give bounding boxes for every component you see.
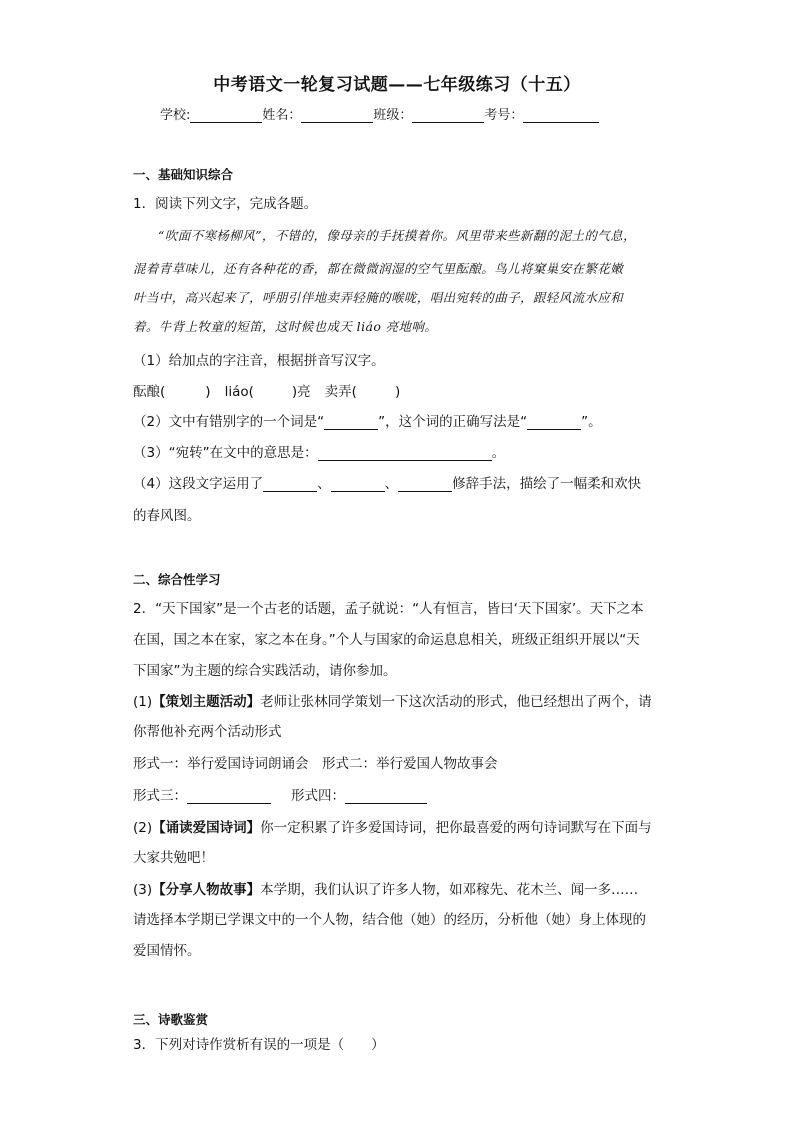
- item-a-label: 酝酿(: [133, 384, 166, 400]
- class-label: 班级：: [373, 108, 413, 123]
- q1-sub3: [133, 441, 505, 461]
- section2-heading: 二、综合性学习: [133, 572, 221, 587]
- q1-sub4-blank3[interactable]: [398, 476, 452, 492]
- section1-heading: 一、基础知识综合: [133, 167, 234, 182]
- passage-line-3: 叶当中，高兴起来了，呼朋引伴地卖弄轻腌的喉咙，唱出宛转的曲子，跟轻风流水应和: [133, 290, 624, 305]
- q2-part1-title: 【策划主题活动】: [152, 694, 261, 710]
- q1-sub4-cont: 的春风图。: [133, 508, 201, 524]
- passage-line-4: 着。牛背上牧童的短笛，这时候也成天 liáo 亮地响。: [133, 319, 438, 334]
- class-blank[interactable]: [412, 108, 484, 123]
- q2-line-1: 2．“天下国家”是一个古老的话题，孟子就说：“人有恒言，皆曰‘天下国家’。天下之本: [133, 601, 644, 617]
- item-b-close: )亮: [291, 384, 311, 400]
- q1-sub4-sep1: 、: [317, 476, 331, 492]
- q1-sub2-part3: ”。: [581, 414, 602, 430]
- item-b-label: liáo(: [224, 384, 254, 400]
- q2-part3-number: (3): [133, 882, 153, 898]
- q2-part3-text: 本学期，我们认识了许多人物，如邓稼先、花木兰、闻一多……: [260, 882, 639, 898]
- passage-line-1: “吹面不寒杨柳风”，不错的，像母亲的手抚摸着你。风里带来些新翻的泥土的气息，: [158, 228, 636, 243]
- number-blank[interactable]: [523, 108, 599, 123]
- q2-part3-title: 【分享人物故事】: [152, 882, 261, 898]
- q2-part2-line2: 大家共勉吧！: [133, 850, 214, 866]
- form3-blank[interactable]: [187, 788, 271, 804]
- q2-forms-1-2: 形式一：举行爱国诗词朗诵会 形式二：举行爱国人物故事会: [133, 756, 498, 772]
- q1-sub1-row: [133, 380, 400, 400]
- q2-part1-number: (1): [133, 694, 153, 710]
- q1-sub4-part2: 修辞手法，描绘了一幅柔和欢快: [452, 476, 642, 492]
- q1-sub4-blank2[interactable]: [331, 476, 385, 492]
- form3-label: 形式三：: [133, 788, 187, 804]
- q1-sub4-blank1[interactable]: [263, 476, 317, 492]
- q3-stem: 3．下列对诗作赏析有误的一项是（ ）: [133, 1037, 385, 1053]
- q1-sub4: [133, 472, 641, 492]
- q1-sub2-part1: （2）文中有错别字的一个词是“: [133, 414, 325, 430]
- item-c-close: ): [394, 384, 401, 400]
- q1-sub3-part1: （3）“宛转”在文中的意思是：: [133, 445, 318, 461]
- q1-stem: 1．阅读下列文字，完成各题。: [133, 196, 318, 212]
- page-title: 中考语文一轮复习试题——七年级练习（十五）: [213, 75, 581, 95]
- q2-line-3: 下国家”为主题的综合实践活动，请你参加。: [133, 663, 397, 679]
- q1-sub4-sep2: 、: [384, 476, 399, 492]
- q2-part1-line1: [133, 690, 652, 710]
- q2-part3-line2: 请选择本学期已学课文中的一个人物，结合他（她）的经历，分析他（她）身上体现的: [133, 912, 646, 928]
- q2-part3-line1: [133, 878, 638, 898]
- form4-label: 形式四：: [291, 788, 345, 804]
- q1-sub1: （1）给加点的字注音，根据拼音写汉字。: [133, 353, 385, 369]
- q1-sub3-part2: 。: [491, 445, 506, 461]
- q2-part2-title: 【诵读爱国诗词】: [152, 820, 261, 836]
- q1-sub4-part1: （4）这段文字运用了: [133, 476, 264, 492]
- q1-sub2-blank1[interactable]: [324, 414, 378, 430]
- name-blank[interactable]: [301, 108, 373, 123]
- passage-line-2: 混着青草味儿，还有各种花的香，都在微微润湿的空气里酝酿。鸟儿将窠巢安在繁花嫩: [133, 261, 624, 276]
- q2-part2-text: 你一定积累了许多爱国诗词，把你最喜爱的两句诗词默写在下面与: [260, 820, 652, 836]
- q2-part1-text: 老师让张林同学策划一下这次活动的形式，他已经想出了两个，请: [260, 694, 652, 710]
- item-a-close: ): [205, 384, 211, 400]
- q1-sub2-blank2[interactable]: [527, 414, 581, 430]
- q2-part1-line2: 你帮他补充两个活动形式: [133, 724, 282, 740]
- q1-sub2-part2: ”，这个词的正确写法是“: [378, 414, 528, 430]
- q2-part3-line3: 爱国情怀。: [133, 943, 201, 959]
- q2-part2-line1: [133, 816, 652, 836]
- form4-blank[interactable]: [345, 788, 427, 804]
- q2-part2-number: (2): [133, 820, 153, 836]
- number-label: 考号：: [484, 108, 524, 123]
- school-label: 学校:: [160, 108, 191, 123]
- q2-line-2: 在国，国之本在家，家之本在身。”个人与国家的命运息息相关，班级正组织开展以“天: [133, 632, 640, 648]
- name-label: 姓名：: [262, 108, 302, 123]
- q2-forms-3-4: [133, 784, 427, 804]
- school-blank[interactable]: [190, 108, 262, 123]
- q1-sub3-blank[interactable]: [318, 445, 492, 461]
- q1-sub2: [133, 410, 602, 430]
- item-c-label: 卖弄(: [324, 384, 357, 400]
- student-info-line: [160, 104, 599, 123]
- section3-heading: 三、诗歌鉴赏: [133, 1012, 209, 1027]
